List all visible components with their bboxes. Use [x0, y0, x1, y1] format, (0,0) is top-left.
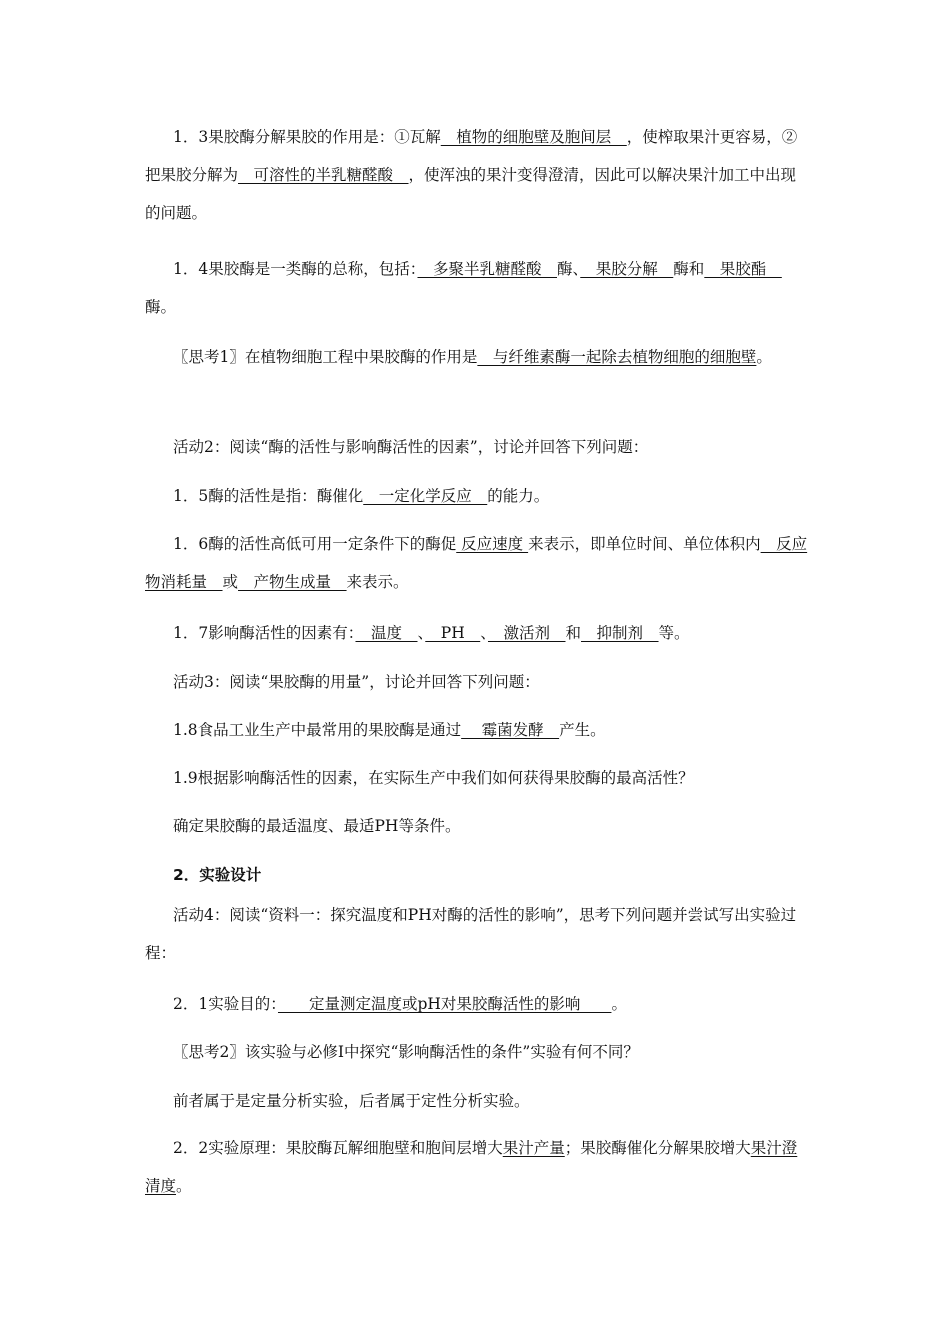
blank-answer: 定量测定温度或pH对果胶酶活性的影响 [277, 995, 612, 1013]
section-heading: 2．实验设计 [173, 866, 262, 884]
blank-answer: 果胶酯 [704, 260, 782, 278]
blank-answer: PH [425, 624, 481, 642]
blank-answer: 霉菌发酵 [461, 721, 560, 739]
blank-answer: 多聚半乳糖醛酸 [417, 260, 557, 278]
activity-2: 活动2：阅读“酶的活性与影响酶活性的因素”，讨论并回答下列问题： [173, 438, 649, 456]
paragraph-1-7: 1．7影响酶活性的因素有： 温度 、 PH 、 激活剂 和 抑制剂 等。 [173, 624, 690, 642]
blank-answer: 果汁产量 [502, 1139, 565, 1157]
blank-answer: 果汁澄清度 [145, 1139, 798, 1195]
paragraph-2-1: 2．1实验目的： 定量测定温度或pH对果胶酶活性的影响 。 [173, 995, 627, 1013]
blank-answer: 抑制剂 [581, 624, 659, 642]
blank-answer: 激活剂 [487, 624, 566, 642]
paragraph-1-9: 1.9根据影响酶活性的因素，在实际生产中我们如何获得果胶酶的最高活性？ [173, 769, 694, 787]
blank-answer: 与纤维素酶一起除去植物细胞的细胞壁 [477, 348, 757, 366]
blank-answer: 温度 [355, 624, 418, 642]
paragraph-1-5: 1．5酶的活性是指：酶催化 一定化学反应 的能力。 [173, 487, 550, 505]
activity-4: 活动4：阅读“资料一：探究温度和PH对酶的活性的影响”，思考下列问题并尝试写出实验过程： [145, 906, 797, 962]
blank-answer: 果胶分解 [580, 260, 674, 278]
blank-answer: 植物的细胞壁及胞间层 [440, 128, 627, 146]
blank-answer: 反应速度 [456, 535, 529, 553]
answer-1-9: 确定果胶酶的最适温度、最适PH等条件。 [173, 817, 461, 835]
blank-answer: 产物生成量 [238, 573, 347, 591]
paragraph-1-4: 1．4果胶酶是一类酶的总称，包括： 多聚半乳糖醛酸 酶、 果胶分解 酶和 果胶酯 酶。 [145, 260, 782, 316]
paragraph-1-8: 1.8食品工业生产中最常用的果胶酶是通过 霉菌发酵 产生。 [173, 721, 606, 739]
blank-answer: 反应物消耗量 [145, 535, 808, 591]
paragraph-think-2: 〖思考2〗该实验与必修Ⅰ中探究“影响酶活性的条件”实验有何不同？ [173, 1043, 639, 1061]
paragraph-think-1: 〖思考1〗在植物细胞工程中果胶酶的作用是 与纤维素酶一起除去植物细胞的细胞壁。 [173, 348, 772, 366]
paragraph-2-2: 2．2实验原理：果胶酶瓦解细胞壁和胞间层增大果汁产量；果胶酶催化分解果胶增大果汁澄清度。 [145, 1139, 798, 1195]
blank-answer: 一定化学反应 [363, 487, 488, 505]
paragraph-1-6: 1．6酶的活性高低可用一定条件下的酶促 反应速度 来表示，即单位时间、单位体积内 反应物消耗量 或 产物生成量 来表示。 [145, 535, 808, 591]
paragraph-1-3: 1．3果胶酶分解果胶的作用是：①瓦解 植物的细胞壁及胞间层 ，使榨取果汁更容易，②把果胶分解为 可溶性的半乳糖醛酸 ，使浑浊的果汁变得澄清，因此可以解决果汁加工中出现的问题。 [145, 128, 798, 222]
activity-3: 活动3：阅读“果胶酶的用量”，讨论并回答下列问题： [173, 673, 540, 691]
answer-think-2: 前者属于是定量分析实验，后者属于定性分析实验。 [173, 1092, 530, 1110]
blank-answer: 可溶性的半乳糖醛酸 [238, 166, 409, 184]
